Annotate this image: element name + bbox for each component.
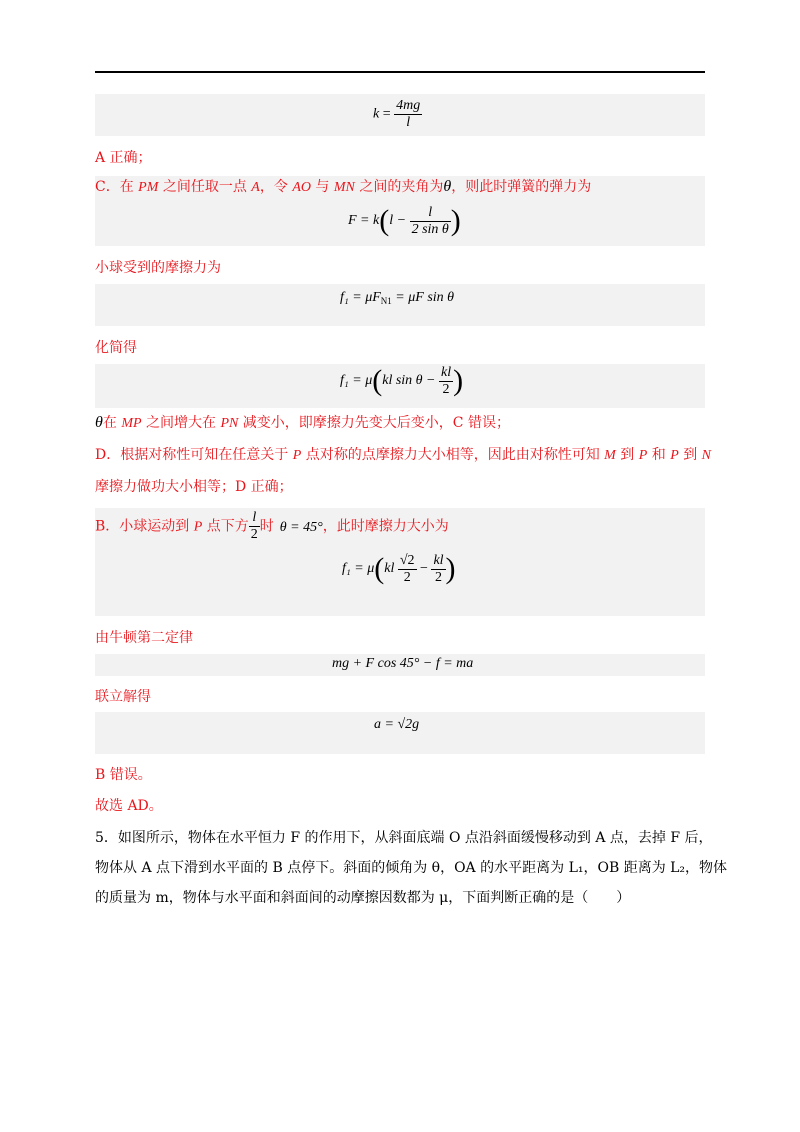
text-option-d-2: 摩擦力做功大小相等；D 正确；	[95, 479, 293, 495]
equation-f1: $f_1 = \mu F_{N1} = \mu F$ sin θ	[340, 290, 455, 306]
text-option-d-1: D．根据对称性可知在任意关于 P 点对称的点摩擦力大小相等，因此由对称性可知 M 到 P 和 P 到 N	[95, 447, 712, 463]
text-friction: 小球受到的摩擦力为	[95, 260, 221, 276]
question-5-line-1: 5．如图所示，物体在水平恒力 F 的作用下，从斜面底端 O 点沿斜面缓慢移动到 A 点，去掉 F 后，	[95, 830, 713, 846]
equation-a: a = √2g	[374, 717, 420, 732]
equation-newton: mg + F cos 45° − f = ma	[332, 656, 474, 671]
text-a-correct: A 正确；	[95, 150, 152, 166]
header-rule	[95, 71, 705, 73]
equation-F: F = k(l − $\frac{l}{\text{2 sin θ}}$ )	[348, 204, 461, 237]
text-b-wrong: B 错误。	[95, 767, 152, 783]
equation-f1-simplified: f₁ = μ(kl sin θ − $\frac{kl}{2}$ )	[340, 364, 464, 397]
text-solve: 联立解得	[95, 689, 151, 705]
text-newton: 由牛顿第二定律	[95, 630, 193, 646]
question-5-line-2: 物体从 A 点下滑到水平面的 B 点停下。斜面的倾角为 θ，OA 的水平距离为 L₁，OB 距离为 L₂，物体	[95, 860, 728, 876]
text-simplify: 化简得	[95, 340, 137, 356]
text-option-c: C．在 PM 之间任取一点 A，令 AO 与 MN 之间的夹角为θ，则此时弹簧的弹力为	[95, 178, 592, 195]
question-5-line-3: 的质量为 m，物体与水平面和斜面间的动摩擦因数都为 μ，下面判断正确的是（ ）	[95, 890, 631, 906]
equation-f1-at-45: f₁ = μ(kl $\frac{√2}{2}$ − $\frac{kl}{2}$ )	[342, 552, 456, 585]
equation-k: k = $\frac{4mg}{l}$	[373, 98, 421, 130]
text-answer: 故选 AD。	[95, 798, 163, 814]
text-option-b: B．小球运动到 P 点下方 $\frac{l}{2}$ 时 θ = 45°，此时摩擦力大小为	[95, 510, 449, 542]
text-theta-increase: θ在 MP 之间增大在 PN 减变小，即摩擦力先变大后变小，C 错误；	[95, 414, 510, 431]
